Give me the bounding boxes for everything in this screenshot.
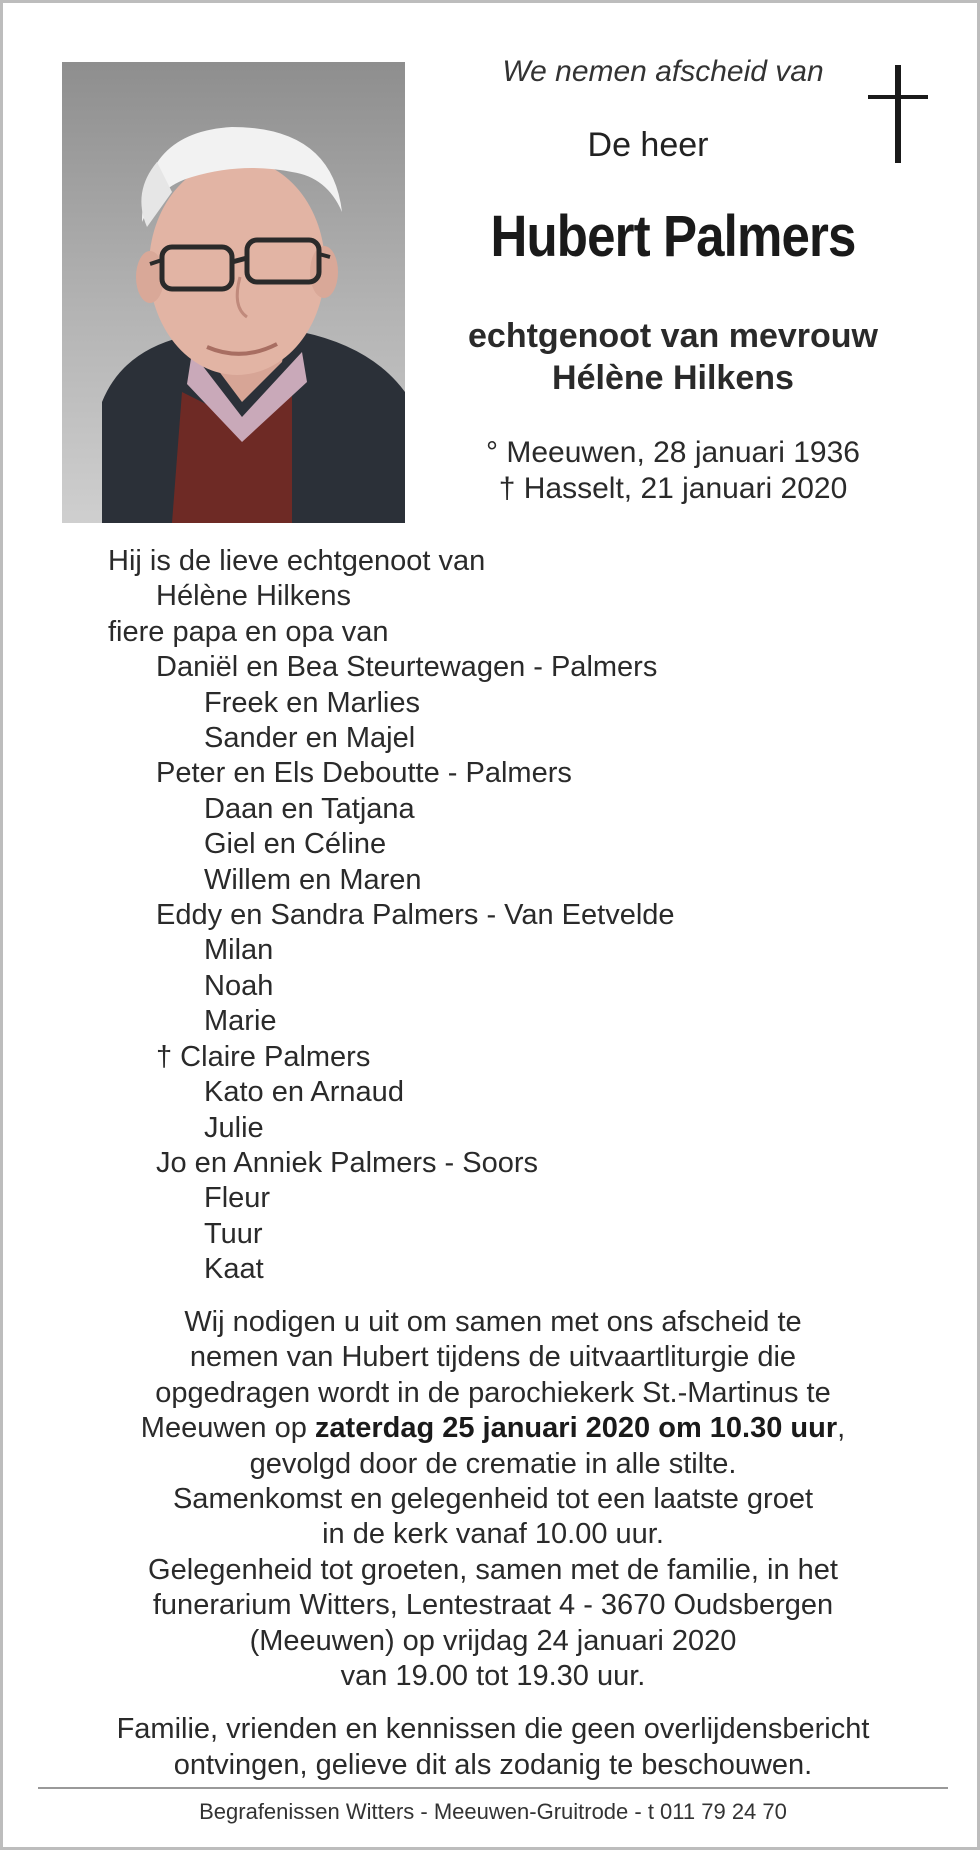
cross-horizontal-bar (868, 95, 928, 99)
invitation-line: nemen van Hubert tijdens de uitvaartliturgie die (189, 1341, 797, 1374)
spouse-line-1: echtgenoot van mevrouw (468, 317, 878, 355)
invitation-line: opgedragen wordt in de parochiekerk St.-Martinus te (155, 1376, 831, 1409)
family-list-item: Marie (204, 1005, 277, 1038)
family-list-item: Kato en Arnaud (204, 1076, 404, 1109)
invitation-line (63, 1411, 923, 1446)
invitation-text-segment: Meeuwen op (140, 1412, 315, 1445)
family-list-item: Eddy en Sandra Palmers - Van Eetvelde (156, 899, 675, 932)
family-list-item: Noah (204, 969, 274, 1002)
family-list-item: Jo en Anniek Palmers - Soors (156, 1146, 539, 1179)
invitation-line: funerarium Witters, Lentestraat 4 - 3670 Oudsbergen (152, 1589, 834, 1622)
deceased-name: Hubert Palmers (490, 204, 856, 269)
family-list-item: Daniël en Bea Steurtewagen - Palmers (156, 651, 658, 684)
invitation-text (63, 1305, 923, 1694)
death-date: † Hasselt, 21 januari 2020 (498, 472, 848, 505)
spouse-line-2: Hélène Hilkens (552, 359, 794, 397)
family-list-item: Willem en Maren (204, 863, 422, 896)
funeral-home-footer: Begrafenissen Witters - Meeuwen-Gruitrode - t 011 79 24 70 (199, 1799, 787, 1824)
family-list-item: Hij is de lieve echtgenoot van (108, 545, 486, 577)
family-list-item: fiere papa en opa van (108, 615, 389, 648)
family-list-item: Fleur (204, 1182, 271, 1215)
invitation-line: (Meeuwen) op vrijdag 24 januari 2020 (249, 1624, 737, 1657)
invitation-line: Samenkomst en gelegenheid tot een laatste groet (172, 1483, 814, 1516)
family-list-item: Milan (204, 934, 274, 967)
closing-note (63, 1711, 923, 1783)
family-list-item: Julie (204, 1111, 264, 1144)
family-list-item: Sander en Majel (204, 722, 416, 755)
invitation-line: in de kerk vanaf 10.00 uur. (322, 1518, 664, 1551)
footer-divider (38, 1787, 948, 1789)
family-list-item: Hélène Hilkens (156, 580, 352, 613)
family-list-item: Giel en Céline (204, 828, 387, 861)
title-prefix: De heer (587, 126, 709, 164)
intro-text: We nemen afscheid van (502, 55, 824, 88)
birth-date: ° Meeuwen, 28 januari 1936 (486, 436, 860, 469)
invitation-line: Gelegenheid tot groeten, samen met de familie, in het (148, 1553, 838, 1586)
closing-line-2: ontvingen, gelieve dit als zodanig te beschouwen. (173, 1749, 813, 1781)
invitation-line: gevolgd door de crematie in alle stilte. (249, 1447, 737, 1480)
invitation-text-segment: , (837, 1412, 846, 1445)
family-list-item: Daan en Tatjana (204, 792, 415, 825)
family-list-item: Peter en Els Deboutte - Palmers (156, 757, 572, 790)
portrait-illustration (62, 62, 405, 523)
family-list-item: Tuur (204, 1217, 263, 1250)
family-list-item: Kaat (204, 1253, 264, 1286)
closing-line-1: Familie, vrienden en kennissen die geen overlijdensbericht (116, 1713, 870, 1745)
ceremony-date-time: zaterdag 25 januari 2020 om 10.30 uur (314, 1412, 838, 1445)
invitation-line: Wij nodigen u uit om samen met ons afscheid te (184, 1306, 802, 1338)
spouse-block (423, 315, 923, 399)
portrait-photo (62, 62, 405, 523)
dates-block (423, 435, 923, 507)
invitation-line: van 19.00 tot 19.30 uur. (340, 1660, 646, 1693)
family-list (108, 544, 908, 1288)
family-list-item: † Claire Palmers (156, 1040, 371, 1073)
family-list-item: Freek en Marlies (204, 686, 420, 719)
